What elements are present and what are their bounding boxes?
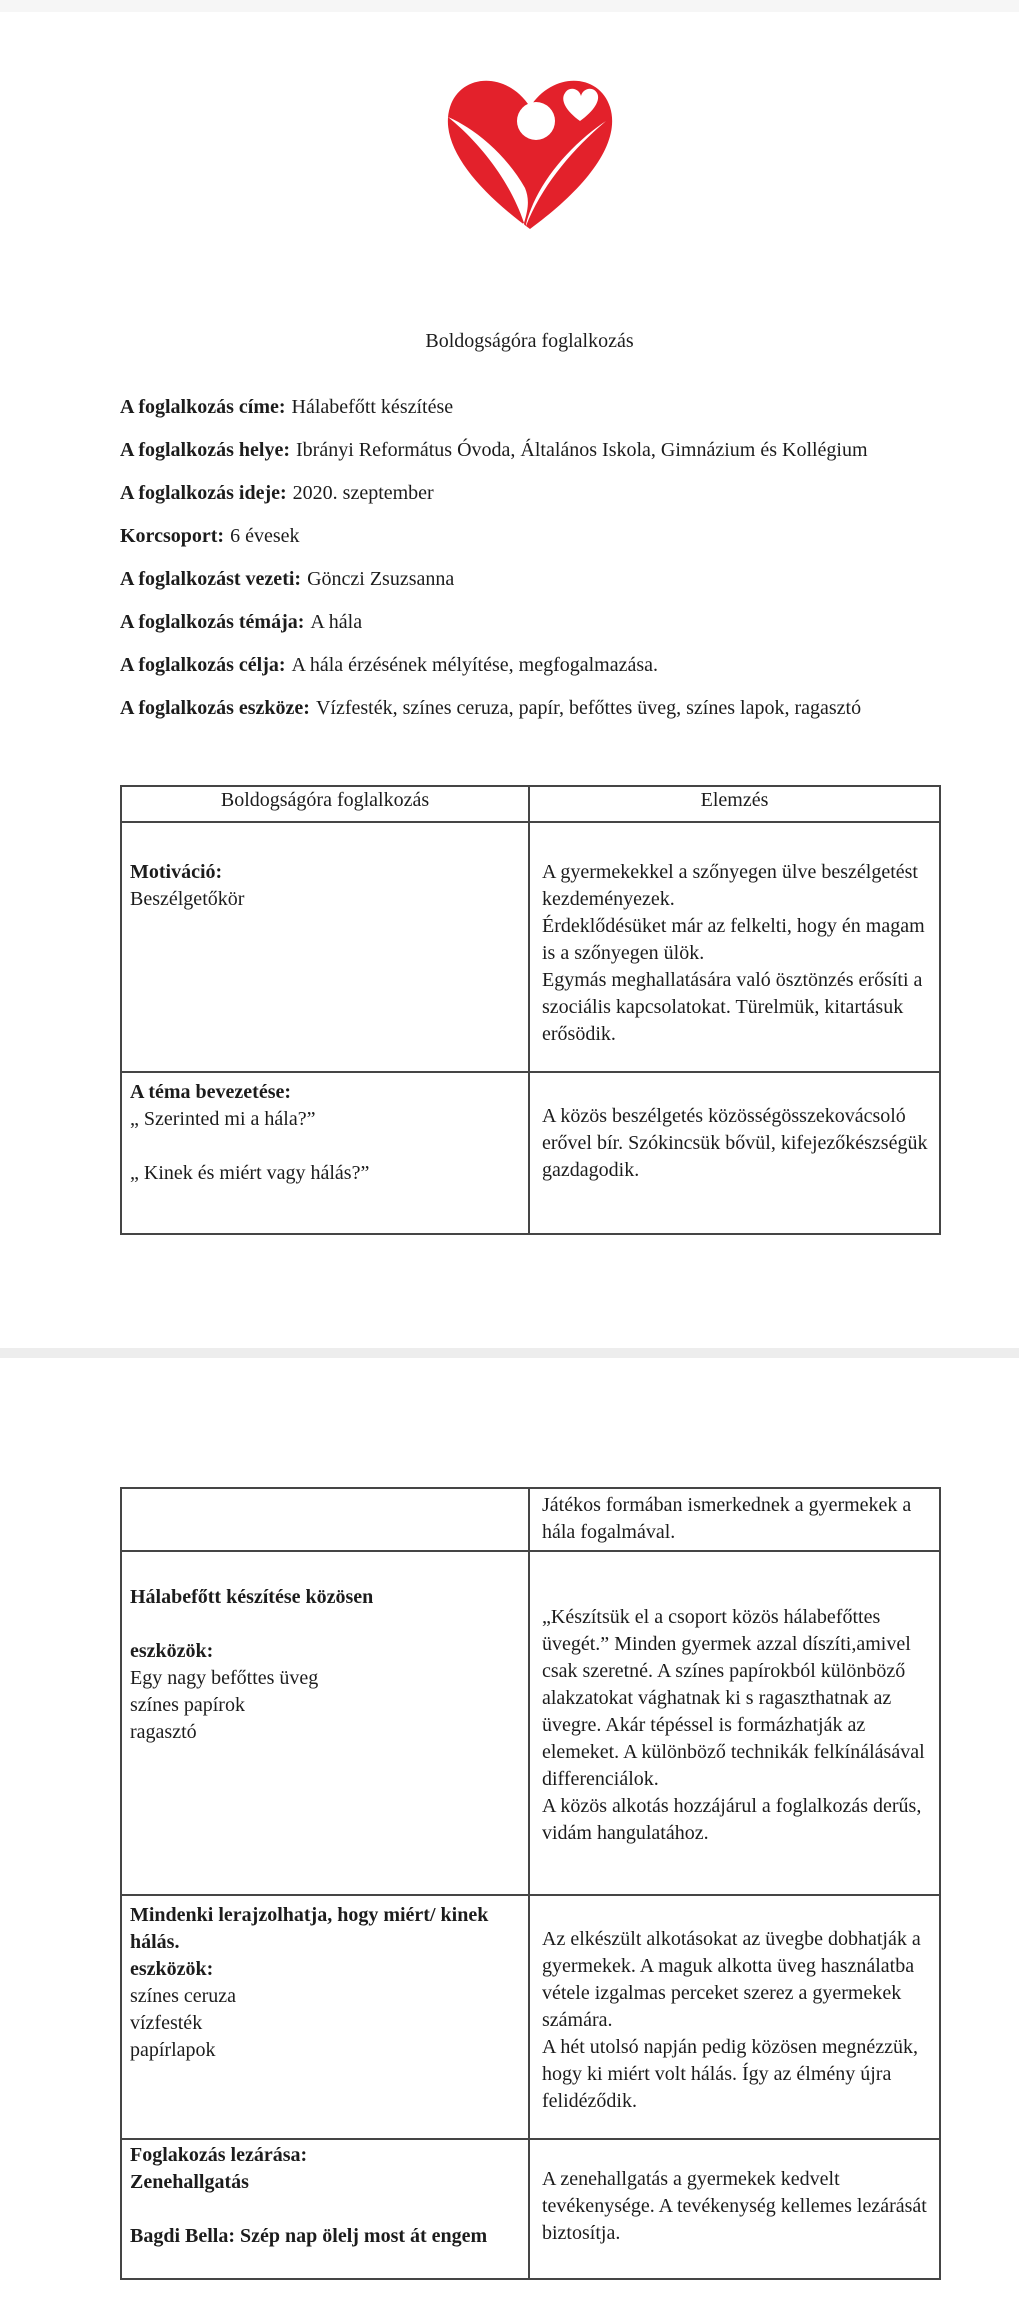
- cell-line: Mindenki lerajzolhatja, hogy miért/ kinek hálás.: [130, 1904, 489, 1953]
- analysis-cell: [529, 2139, 940, 2279]
- cell-line: eszközök:: [130, 1958, 214, 1980]
- top-strip: [0, 0, 1019, 12]
- analysis-paragraph: Érdeklődésüket már az felkelti, hogy én magam is a szőnyegen ülök.: [542, 915, 925, 964]
- activity-cell-empty: [121, 1488, 529, 1551]
- table-row: [121, 1488, 940, 1551]
- detail-value: 2020. szeptember: [292, 482, 434, 504]
- cell-line: Beszélgetőkör: [130, 888, 245, 910]
- cell-spacer-line: [130, 2196, 522, 2223]
- analysis-paragraph: A közös beszélgetés közösségösszekovácsoló erővel bír. Szókincsük bővül, kifejezőkészségük gazdagodik.: [542, 1105, 928, 1181]
- cell-spacer-line: [130, 1611, 522, 1638]
- analysis-paragraph: „Készítsük el a csoport közös hálabefőttes üvegét.” Minden gyermek azzal díszíti,amivel csak szeretné. A színes papírokból különböző alakzatokat vághatnak ki s ragaszthatnak az üvegre. Akár tépéssel is formázhatják az elemeket. A különböző technikák felkínálásával differenciálok.: [542, 1606, 925, 1790]
- cell-line: Motiváció:: [130, 861, 223, 883]
- figure-head-cutout: [517, 102, 555, 140]
- detail-label: A foglalkozás eszköze:: [120, 697, 310, 719]
- page-break-band: [0, 1348, 1019, 1358]
- logo-container: [430, 57, 630, 269]
- activity-cell-jar-making: [121, 1551, 529, 1895]
- activity-cell-motivation: [121, 822, 529, 1072]
- cell-line: Bagdi Bella: Szép nap ölelj most át engem: [130, 2225, 488, 2247]
- table-row: [121, 822, 940, 1072]
- detail-value: Ibrányi Református Óvoda, Általános Iskola, Gimnázium és Kollégium: [296, 439, 868, 461]
- detail-label: A foglalkozás témája:: [120, 611, 305, 633]
- cell-line: Foglakozás lezárása:: [130, 2144, 308, 2166]
- table1-header-row: [121, 786, 940, 822]
- cell-line: színes ceruza: [130, 1985, 237, 2007]
- document-page-1: [0, 57, 1019, 1348]
- detail-value: Vízfesték, színes ceruza, papír, befőttes üveg, színes lapok, ragasztó: [315, 697, 862, 719]
- detail-value: Gönczi Zsuzsanna: [307, 568, 455, 590]
- table-row: [121, 1551, 940, 1895]
- cell-line: vízfesték: [130, 2012, 203, 2034]
- analysis-paragraph: Játékos formában ismerkednek a gyermekek a hála fogalmával.: [542, 1494, 912, 1543]
- analysis-cell: [529, 1488, 940, 1551]
- detail-value: Hálabefőtt készítése: [291, 396, 454, 418]
- analysis-cell: [529, 1072, 940, 1234]
- cell-line: „ Szerinted mi a hála?”: [130, 1108, 316, 1130]
- cell-line: Zenehallgatás: [130, 2171, 249, 2193]
- activity-cell-drawing: [121, 1895, 529, 2139]
- cell-line: ragasztó: [130, 1721, 197, 1743]
- table-row: [121, 2139, 940, 2279]
- cell-line: A téma bevezetése:: [130, 1081, 292, 1103]
- page2-content: [120, 1487, 939, 2280]
- heart-family-logo: [430, 57, 630, 269]
- cell-line: papírlapok: [130, 2039, 216, 2061]
- table-row: [121, 1895, 940, 2139]
- detail-label: Korcsoport:: [120, 525, 225, 547]
- detail-label: A foglalkozás címe:: [120, 396, 286, 418]
- detail-line-date: [120, 479, 939, 507]
- analysis-paragraph: A gyermekekkel a szőnyegen ülve beszélgetést kezdeményezek.: [542, 861, 918, 910]
- analysis-cell: [529, 1551, 940, 1895]
- table-row: [121, 1072, 940, 1234]
- table1-header-activity: Boldogságóra foglalkozás: [121, 786, 529, 822]
- analysis-paragraph: A hét utolsó napján pedig közösen megnézzük, hogy ki miért volt hálás. Így az élmény újra felidéződik.: [542, 2036, 919, 2112]
- cell-line: Egy nagy befőttes üveg: [130, 1667, 319, 1689]
- cell-spacer-line: [130, 1133, 522, 1160]
- lesson-details: [120, 393, 939, 722]
- detail-label: A foglalkozás célja:: [120, 654, 286, 676]
- page-title: Boldogságóra foglalkozás: [425, 330, 634, 352]
- detail-line-tools: [120, 694, 939, 722]
- cell-line: eszközök:: [130, 1640, 214, 1662]
- analysis-cell: [529, 1895, 940, 2139]
- detail-label: A foglalkozás helye:: [120, 439, 290, 461]
- lesson-table-page2: [120, 1487, 941, 2280]
- analysis-paragraph: A zenehallgatás a gyermekek kedvelt tevékenysége. A tevékenység kellemes lezárását biztosítja.: [542, 2168, 927, 2244]
- activity-cell-topic-intro: [121, 1072, 529, 1234]
- figure-tail-cutout: [520, 223, 526, 265]
- analysis-paragraph: A közös alkotás hozzájárul a foglalkozás derűs, vidám hangulatához.: [542, 1795, 922, 1844]
- analysis-paragraph: Az elkészült alkotásokat az üvegbe dobhatják a gyermekek. A maguk alkotta üveg használatba vétele izgalmas perceket szerez a gyermekek számára.: [542, 1928, 921, 2031]
- detail-line-topic: [120, 608, 939, 636]
- cell-line: színes papírok: [130, 1694, 245, 1716]
- detail-label: A foglalkozást vezeti:: [120, 568, 302, 590]
- detail-line-place: [120, 436, 939, 464]
- detail-line-title: [120, 393, 939, 421]
- analysis-cell: [529, 822, 940, 1072]
- page1-content: [120, 327, 939, 1235]
- detail-line-leader: [120, 565, 939, 593]
- detail-line-goal: [120, 651, 939, 679]
- analysis-paragraph: Egymás meghallatására való ösztönzés erősíti a szociális kapcsolatokat. Türelmük, kitartásuk erősödik.: [542, 969, 923, 1045]
- detail-value: A hála érzésének mélyítése, megfogalmazása.: [291, 654, 659, 676]
- table1-header-analysis: Elemzés: [529, 786, 940, 822]
- lesson-table-page1: [120, 785, 941, 1235]
- activity-cell-closing: [121, 2139, 529, 2279]
- detail-value: 6 évesek: [230, 525, 300, 547]
- document-page-2: [0, 1487, 1019, 2300]
- detail-value: A hála: [310, 611, 363, 633]
- cell-line: Hálabefőtt készítése közösen: [130, 1586, 374, 1608]
- detail-label: A foglalkozás ideje:: [120, 482, 287, 504]
- cell-line: „ Kinek és miért vagy hálás?”: [130, 1162, 370, 1184]
- detail-line-age-group: [120, 522, 939, 550]
